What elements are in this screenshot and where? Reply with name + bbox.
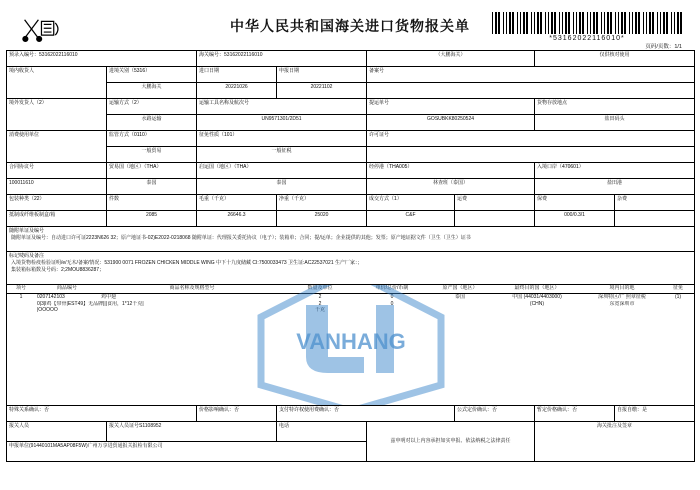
cell-entry-customs: 进境关别（5316） [107,67,197,83]
cell-entry-port: 入境口岸（470601） [535,163,695,179]
goods-qty: 2 [318,293,322,300]
cell-consume-unit: 消费使用单位 [7,131,107,163]
cell-self-declare: 自报自缴：是 [615,406,695,422]
goods-header-row [7,285,695,293]
goods-price-2: 0 [390,300,394,307]
barcode-number: *53162022116010* [549,35,625,42]
cell-special-relation: 特殊关系确认：否 [7,406,197,422]
cell-statement: 兹申明对以上内容承担如实申报、依法纳税之法律责任 [367,422,535,462]
value-entry-customs: 大鹏海关 [107,83,197,99]
cell-provisional: 暂定价格确认：否 [535,406,615,422]
goods-spacer-3 [661,301,695,308]
cell-freight: 运费 [455,195,535,211]
goods-no: 1 [19,293,23,300]
cell-through-port: 经停港（THA005） [367,163,535,179]
goods-spacer-2 [429,301,491,308]
svg-text:VANHANG: VANHANG [295,329,406,354]
cell-transport-name: 运输工具名称及航次号 [197,99,367,115]
value-insurance: 000/0.3/1 [535,211,615,227]
cell-contract: 合同协议号 [7,163,107,179]
row-packing-values [7,211,695,227]
cell-goods [7,285,695,406]
goods-exempt: (1) [674,293,682,300]
goods-inland: 深圳特区/广 照章征税 [598,293,646,300]
value-exempt: 一般征税 [197,147,367,163]
page-number: 页码/页数：1/1 [645,44,682,50]
cell-price-effect: 价格影响确认：否 [197,406,277,422]
cell-misc: 杂费 [615,195,695,211]
cell-customs-note: 海关批注及签章 [535,422,695,462]
value-declare-date: 20221102 [277,83,367,99]
row-consume-unit [7,131,695,147]
cell-transport-mode: 运输方式（2） [107,99,197,115]
cell-supervise: 监管方式（0110） [107,131,197,147]
value-license [367,147,695,163]
row-confirmations [7,406,695,422]
goods-row-spec2 [7,307,695,314]
cell-packing: 包装种类（22） [7,195,107,211]
cell-preentry: 预录入编号：53162022116010 [7,51,197,67]
cell-formula: 公式定价确认：否 [455,406,535,422]
col-price: 单价/总价/币制 [355,285,429,293]
goods-name: 鸡中翅 [101,293,117,300]
cell-declarer: 报关人员 [7,422,107,442]
cell-trade-country: 贸易国（地区）（THA） [107,163,197,179]
row-consignee-values [7,83,695,99]
goods-spacer-8 [583,307,661,314]
goods-inland-2: 东宽深圳市 [609,300,635,307]
value-pieces: 2085 [107,211,197,227]
goods-spacer-4 [7,307,35,314]
col-origin: 原产国（地区） [429,285,491,293]
cell-declare-unit: 申报单位(91440101MA5AP08F5W)广州万享进贸通报关报检有限公司 [7,442,367,462]
cell-consignor: 境外发货人（2） [7,99,107,131]
goods-qty-2: 2 [318,300,322,307]
cell-royalty: 支付特许权使用费确认：否 [277,406,455,422]
row-goods [7,285,695,406]
goods-unit-1: 千克 [314,307,325,314]
goods-spacer-5 [355,307,429,314]
value-storage: 盐田码头 [535,115,695,131]
cell-marks: 标记唛码及备注 入境货物检疫检验证明/e/无木/备案/情况：531900 0071 FROZEN CHICKEN MIDDLE WING 中下十九度储藏 CI:7500033473 卫生证:AC22537021 生产厂家：； 集装箱标箱数及号码：2;2MOU8836287； [7,252,695,285]
cell-storage: 货物存放地点 [535,99,695,115]
row-contract-values [7,179,695,195]
row-consume-values [7,147,695,163]
value-gross: 26646.3 [197,211,277,227]
cell-exempt: 征免性质（101） [197,131,367,147]
goods-price: 0 [390,293,394,300]
col-dest: 最终目的国（地区） [491,285,583,293]
goods-spacer-1 [7,301,35,308]
col-no: 项号 [7,285,35,293]
value-origin-country: 泰国 [197,179,367,195]
goods-origin: 泰国 [454,293,465,300]
page-title: 中华人民共和国海关进口货物报关单 [230,20,470,35]
value-entry-port: 盐田港 [535,179,695,195]
value-contract: 100011610 [7,179,107,195]
row-preentry [7,51,695,67]
declaration-form [6,6,694,484]
value-net: 25020 [277,211,367,227]
value-trade-country: 泰国 [107,179,197,195]
cell-billno: 提运单号 [367,99,535,115]
goods-spacer-6 [429,307,491,314]
goods-dest: 中国 (44031/4403000) [512,293,562,300]
cell-insurance: 保费 [535,195,615,211]
value-transport-mode: 水路运输 [107,115,197,131]
goods-spec: 0|3|I鸡【带骨|EST49】无品牌|||食用，1*12千克| [37,300,144,307]
cell-import-date: 进口日期 [197,67,277,83]
row-consignee [7,67,695,83]
goods-spacer-9 [661,307,695,314]
goods-spacer-7 [491,307,583,314]
cell-record-no: 备案号 [367,67,695,83]
value-transport-name: UN9571301/2D51 [197,115,367,131]
row-attachments [7,227,695,252]
cell-customsno: 海关编号：53162022116010 [197,51,367,67]
cell-pieces: 件数 [107,195,197,211]
goods-spec-2: |OOOOO [37,307,58,314]
row-packing [7,195,695,211]
goods-table [7,285,695,314]
cell-declarer-cert: 报关人员证号S1108952 [107,422,277,442]
cell-terms: 成交方式（1） [367,195,455,211]
row-declarer [7,422,695,442]
cell-customs-office: （大鹏海关） [367,51,535,67]
cell-origin-country: 启运国（地区）（THA） [197,163,367,179]
col-inland: 境内目的地 [583,285,661,293]
cell-phone: 电话 [277,422,367,442]
cell-for-check: 仅供核对使用 [535,51,695,67]
value-misc [615,211,695,227]
main-table [6,50,695,462]
row-marks [7,252,695,285]
col-name: 商品名称及规格型号 [99,285,285,293]
cell-license: 许可证号 [367,131,695,147]
row-consignor [7,99,695,115]
col-exempt: 征免 [661,285,695,293]
form-header [6,6,694,50]
value-record-no [367,83,695,99]
value-import-date: 20221026 [197,83,277,99]
value-freight [455,211,535,227]
value-packing: 抵制成纤维板制盒/箱 [7,211,107,227]
cell-net: 净重（千克） [277,195,367,211]
col-code: 商品编号 [35,285,99,293]
row-contract [7,163,695,179]
value-terms: C&F [367,211,455,227]
row-consignor-values [7,115,695,131]
cell-gross: 毛重（千克） [197,195,277,211]
barcode-bars [492,12,682,34]
goods-dest-2: (CHN) [529,300,545,307]
col-qty: 数量及单位 [285,285,355,293]
value-supervise: 一般贸易 [107,147,197,163]
cell-attachments: 随附单证及编号 随附单证及编号：自动进口许可证2223N626 32；原产地证书-02)E2022-0218068 随附单证：代理报关委托协议（电子）；装箱单；合同；提/运单；企业提供的其他；发票；原产地证据文件（卫生（卫生）证书 [7,227,695,252]
value-through-port: 林查班（泰国） [367,179,535,195]
value-billno: GOSUBKK80250524 [367,115,535,131]
cell-declare-date: 申报日期 [277,67,367,83]
goods-code: 0207142103 [37,293,65,300]
cell-consignee: 境内收货人 [7,67,107,99]
goods-row [7,293,695,300]
barcode [492,12,682,42]
goods-row-spec [7,301,695,308]
